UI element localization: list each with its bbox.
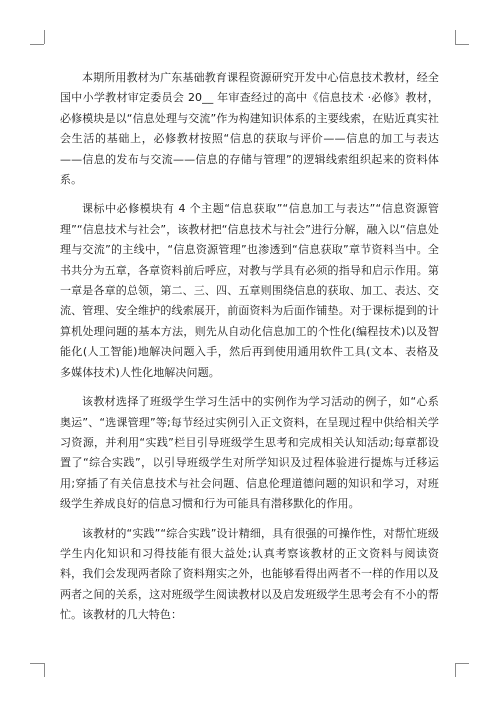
paragraph: 本期所用教材为广东基础教育课程资源研究开发中心信息技术教材，经全国中小学教材审定委员会 20__ 年审查经过的高中《信息技术 ·必修》教材，必修模块是以“信息处理与交流”作为构建知识体系的主要线索，在贴近真实社会生活的基础上，必修教材按照“信息的获取与评价——信息的加工与表达——信息的发布与交流——信息的存储与管理”的逻辑线索组织起来的资料体系。 bbox=[60, 71, 439, 187]
paragraph: 该教材选择了班级学生学习生活中的实例作为学习活动的例子，如“心系奥运”、“选课管理”等;每节经过实例引入正文资料，在呈现过程中供给相关学习资源，并利用“实践”栏目引导班级学生思考和完成相关认知活动;每章都设置了“综合实践”，以引导班级学生对所学知识及过程体验进行提炼与迁移运用;穿插了有关信息技术与社会问题、信息伦理道德问题的知识和学习，对班级学生养成良好的信息习惯和行为可能具有潜移默化的作用。 bbox=[60, 395, 439, 511]
document-body bbox=[60, 68, 439, 635]
paragraph: 课标中必修模块有 4 个主题“信息获取”“信息加工与表达”“信息资源管理”“信息技术与社会”，该教材把“信息技术与社会”进行分解，融入以“信息处理与交流”的主线中，“信息资源管理”也渗透到“信息获取”章节资料当中。全书共分为五章，各章资料前后呼应，对教与学具有必须的指导和启示作用。第一章是各章的总领，第二、三、四、五章则围绕信息的获取、加工、表达、交流、管理、安全维护的线索展开，前面资料为后面作铺垫。对于课标提到的计算机处理问题的基本方法，则先从自动化信息加工的个性化(编程技术)以及智能化(人工智能)地解决问题入手，然后再到使用通用软件工具(文本、表格及多媒体技术)人性化地解决问题。 bbox=[60, 202, 439, 379]
paragraph: 该教材的“实践”“综合实践”设计精细，具有很强的可操作性，对帮忙班级学生内化知识和习得技能有很大益处;认真考察该教材的正文资料与阅读资料，我们会发现两者除了资料翔实之外，也能够看得出两者不一样的作用以及两者之间的关系，这对班级学生阅读教材以及启发班级学生思考会有不小的帮忙。该教材的几大特色： bbox=[60, 526, 439, 622]
